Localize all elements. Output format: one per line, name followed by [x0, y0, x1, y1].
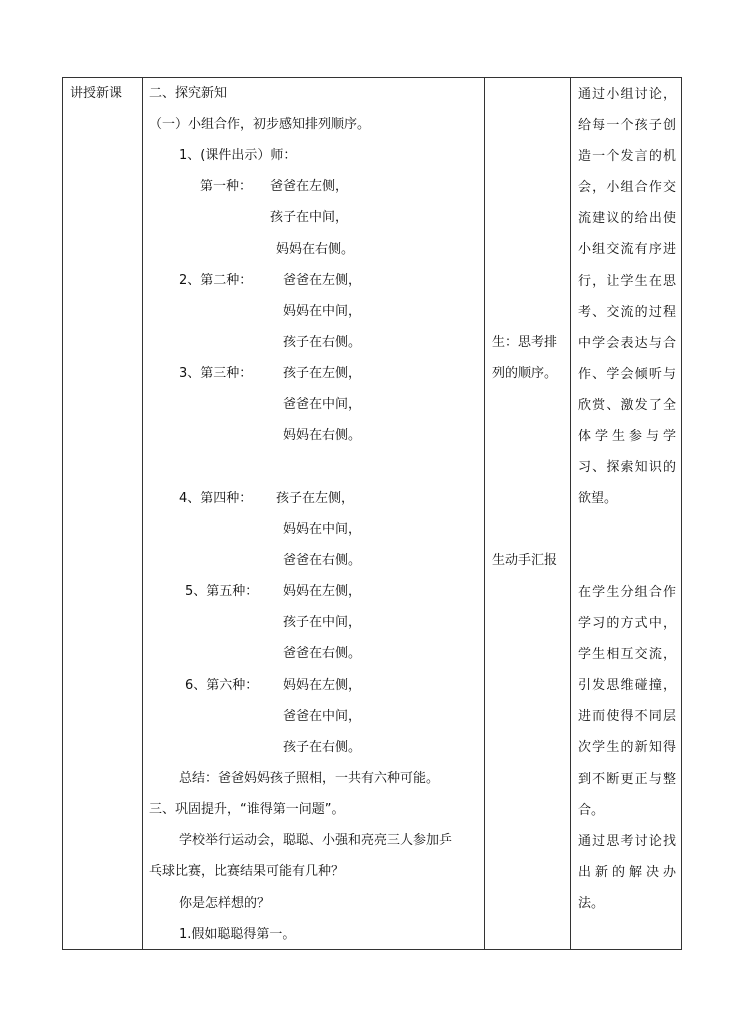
content-line: 妈妈在左侧，	[283, 678, 362, 693]
content-line: 爸爸在右侧。	[283, 646, 362, 661]
content-line: 6、第六种：	[185, 678, 259, 693]
content-line: 4、第四种：	[179, 491, 253, 506]
design-note: 通过思考讨论找出新的解决办法。	[578, 834, 676, 912]
content-line: 总结：爸爸妈妈孩子照相，一共有六种可能。	[179, 771, 440, 786]
student-activity: 列的顺序。	[492, 366, 558, 381]
student-activity: 生动手汇报	[492, 553, 558, 568]
content-line: 孩子在右侧。	[283, 740, 362, 755]
column-divider-1	[142, 78, 143, 949]
content-line: 1.假如聪聪得第一。	[179, 927, 296, 942]
content-line: 孩子在中间，	[270, 210, 349, 225]
design-note: 通过小组讨论，给每一个孩子创造一个发言的机会，小组合作交流建议的给出使小组交流有序进行，让学生在思考、交流的过程中学会表达与合作、学会倾听与欣赏、激发了全体学生参与学习、探索知识的欲望。	[578, 87, 676, 507]
content-line: 乓球比赛，比赛结果可能有几种？	[149, 864, 345, 879]
content-line: 三、巩固提升，“谁得第一问题”。	[149, 802, 345, 817]
content-line: 2、第二种：	[179, 273, 253, 288]
content-line: 学校举行运动会，聪聪、小强和亮亮三人参加乒	[179, 833, 453, 848]
content-line: 5、第五种：	[185, 584, 259, 599]
design-note: 在学生分组合作学习的方式中，学生相互交流，引发思维碰撞，进而使得不同层次学生的新知得到不断更正与整合。	[578, 585, 676, 818]
content-line: 孩子在左侧，	[283, 366, 362, 381]
column-divider-3	[570, 78, 571, 949]
content-line: 孩子在左侧，	[276, 491, 355, 506]
content-line: 爸爸在左侧，	[283, 273, 362, 288]
content-line: 你是怎样想的？	[179, 896, 271, 911]
content-line: 3、第三种：	[179, 366, 253, 381]
content-line: 1、(课件出示）师：	[179, 148, 297, 163]
content-line: 爸爸在右侧。	[283, 553, 362, 568]
content-line: 孩子在中间，	[283, 615, 362, 630]
content-line: 妈妈在中间，	[283, 522, 362, 537]
content-line: 妈妈在右侧。	[283, 428, 362, 443]
content-line: 妈妈在左侧，	[283, 584, 362, 599]
content-line: 爸爸在左侧，	[270, 179, 349, 194]
content-line: 爸爸在中间，	[283, 397, 362, 412]
content-line: 爸爸在中间，	[283, 709, 362, 724]
content-line: 二、探究新知	[149, 86, 228, 101]
student-activity: 生：思考排	[492, 335, 558, 350]
content-line: 妈妈在右侧。	[276, 242, 355, 257]
content-line: 第一种：	[200, 179, 253, 194]
section-label: 讲授新课	[70, 86, 123, 101]
column-divider-2	[484, 78, 485, 949]
content-line: （一）小组合作，初步感知排列顺序。	[149, 117, 371, 132]
content-line: 妈妈在中间，	[283, 304, 362, 319]
content-line: 孩子在右侧。	[283, 335, 362, 350]
lesson-plan-table	[62, 77, 682, 950]
